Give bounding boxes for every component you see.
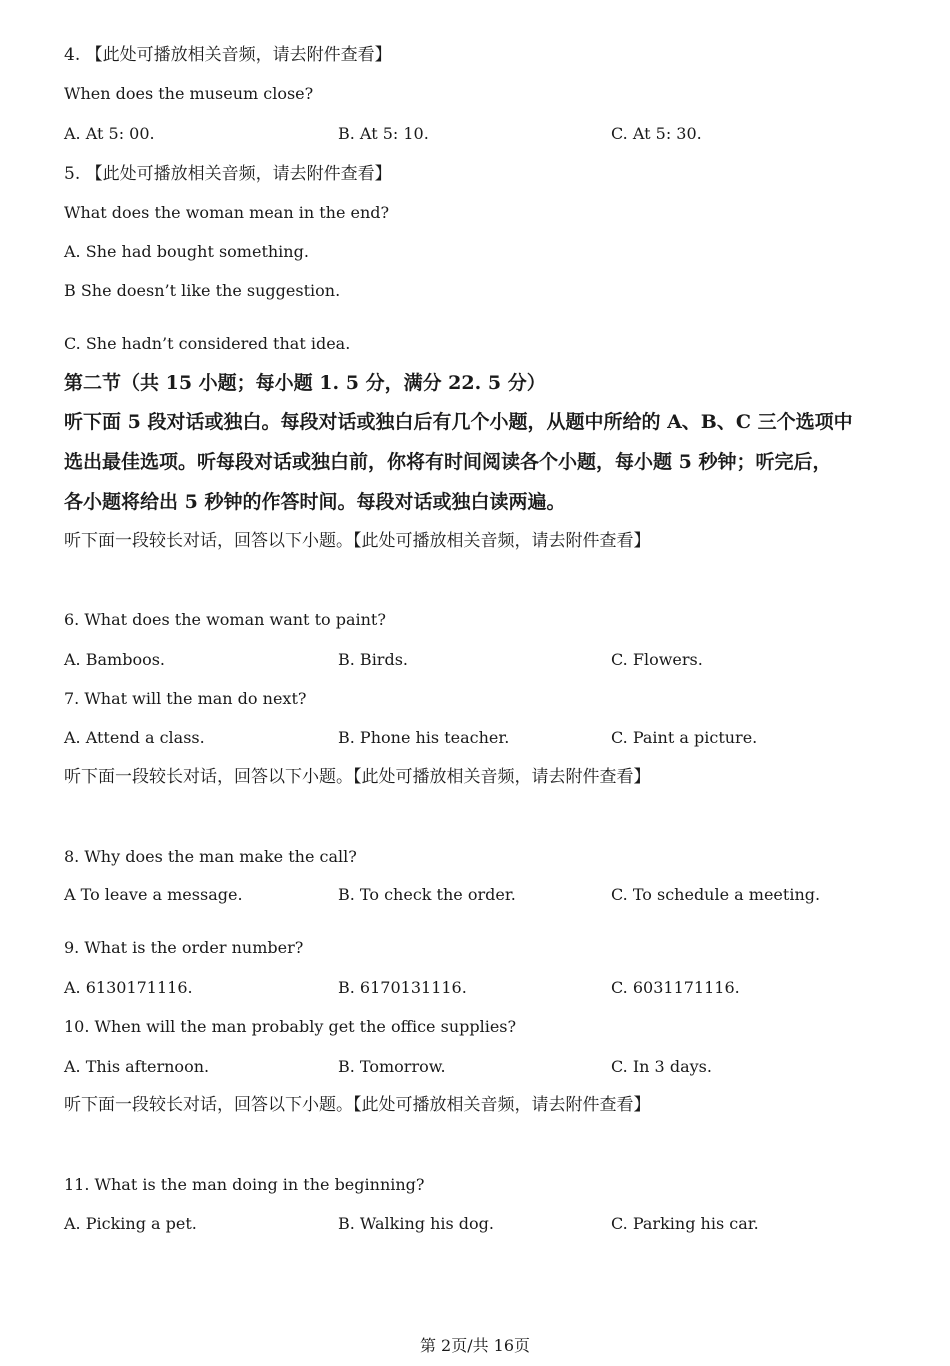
q11-options bbox=[64, 1214, 884, 1234]
q5-question: What does the woman mean in the end? bbox=[64, 203, 390, 222]
q9-option-a: A. 6130171116. bbox=[64, 978, 193, 997]
q4-option-a: A. At 5: 00. bbox=[64, 124, 155, 143]
q6-options bbox=[64, 650, 884, 670]
q8-option-b: B. To check the order. bbox=[338, 885, 516, 904]
q7-option-c: C. Paint a picture. bbox=[611, 728, 758, 747]
q10-option-b: B. Tomorrow. bbox=[338, 1057, 446, 1076]
q4-options bbox=[64, 124, 884, 144]
section2-instruction-line-2: 选出最佳选项。听每段对话或独白前，你将有时间阅读各个小题，每小题 5 秒钟；听完后， bbox=[64, 451, 832, 473]
q6-question: 6. What does the woman want to paint? bbox=[64, 610, 386, 629]
q11-option-c: C. Parking his car. bbox=[611, 1214, 759, 1233]
q11-option-a: A. Picking a pet. bbox=[64, 1214, 197, 1233]
q8-options bbox=[64, 885, 884, 905]
q5-option-c: C. She hadn’t considered that idea. bbox=[64, 334, 351, 353]
q9-options bbox=[64, 978, 884, 998]
q5-option-a: A. She had bought something. bbox=[64, 242, 309, 261]
q10-question: 10. When will the man probably get the office supplies? bbox=[64, 1017, 517, 1036]
q5-option-b: B She doesn’t like the suggestion. bbox=[64, 281, 341, 300]
q6-option-b: B. Birds. bbox=[338, 650, 408, 669]
q6-option-a: A. Bamboos. bbox=[64, 650, 165, 669]
section2-instruction-line-3: 各小题将给出 5 秒钟的作答时间。每段对话或独白读两遍。 bbox=[64, 491, 566, 513]
q7-options bbox=[64, 728, 884, 748]
q11-option-b: B. Walking his dog. bbox=[338, 1214, 495, 1233]
dialog2-note: 听下面一段较长对话，回答以下小题。【此处可播放相关音频，请去附件查看】 bbox=[64, 767, 651, 787]
dialog3-note: 听下面一段较长对话，回答以下小题。【此处可播放相关音频，请去附件查看】 bbox=[64, 1095, 651, 1115]
q7-option-b: B. Phone his teacher. bbox=[338, 728, 510, 747]
q10-options bbox=[64, 1057, 884, 1077]
section2-instruction-line-1: 听下面 5 段对话或独白。每段对话或独白后有几个小题，从题中所给的 A、B、C 三个选项中 bbox=[64, 411, 853, 433]
q8-question: 8. Why does the man make the call? bbox=[64, 847, 357, 866]
q10-option-a: A. This afternoon. bbox=[64, 1057, 210, 1076]
section2-heading: 第二节（共 15 小题；每小题 1. 5 分，满分 22. 5 分） bbox=[64, 372, 546, 394]
q4-audio-note: 4. 【此处可播放相关音频，请去附件查看】 bbox=[64, 45, 392, 65]
q9-option-b: B. 6170131116. bbox=[338, 978, 467, 997]
q7-question: 7. What will the man do next? bbox=[64, 689, 307, 708]
q10-option-c: C. In 3 days. bbox=[611, 1057, 712, 1076]
q8-option-a: A To leave a message. bbox=[64, 885, 243, 904]
q8-option-c: C. To schedule a meeting. bbox=[611, 885, 821, 904]
q7-option-a: A. Attend a class. bbox=[64, 728, 205, 747]
page-number-footer: 第 2页/共 16页 bbox=[419, 1336, 531, 1355]
q11-question: 11. What is the man doing in the beginning? bbox=[64, 1175, 425, 1194]
q5-audio-note: 5. 【此处可播放相关音频，请去附件查看】 bbox=[64, 164, 392, 184]
q9-option-c: C. 6031171116. bbox=[611, 978, 740, 997]
q9-question: 9. What is the order number? bbox=[64, 938, 304, 957]
q4-option-c: C. At 5: 30. bbox=[611, 124, 702, 143]
q6-option-c: C. Flowers. bbox=[611, 650, 703, 669]
q4-question: When does the museum close? bbox=[64, 84, 314, 103]
q4-option-b: B. At 5: 10. bbox=[338, 124, 429, 143]
dialog1-note: 听下面一段较长对话，回答以下小题。【此处可播放相关音频，请去附件查看】 bbox=[64, 531, 651, 551]
